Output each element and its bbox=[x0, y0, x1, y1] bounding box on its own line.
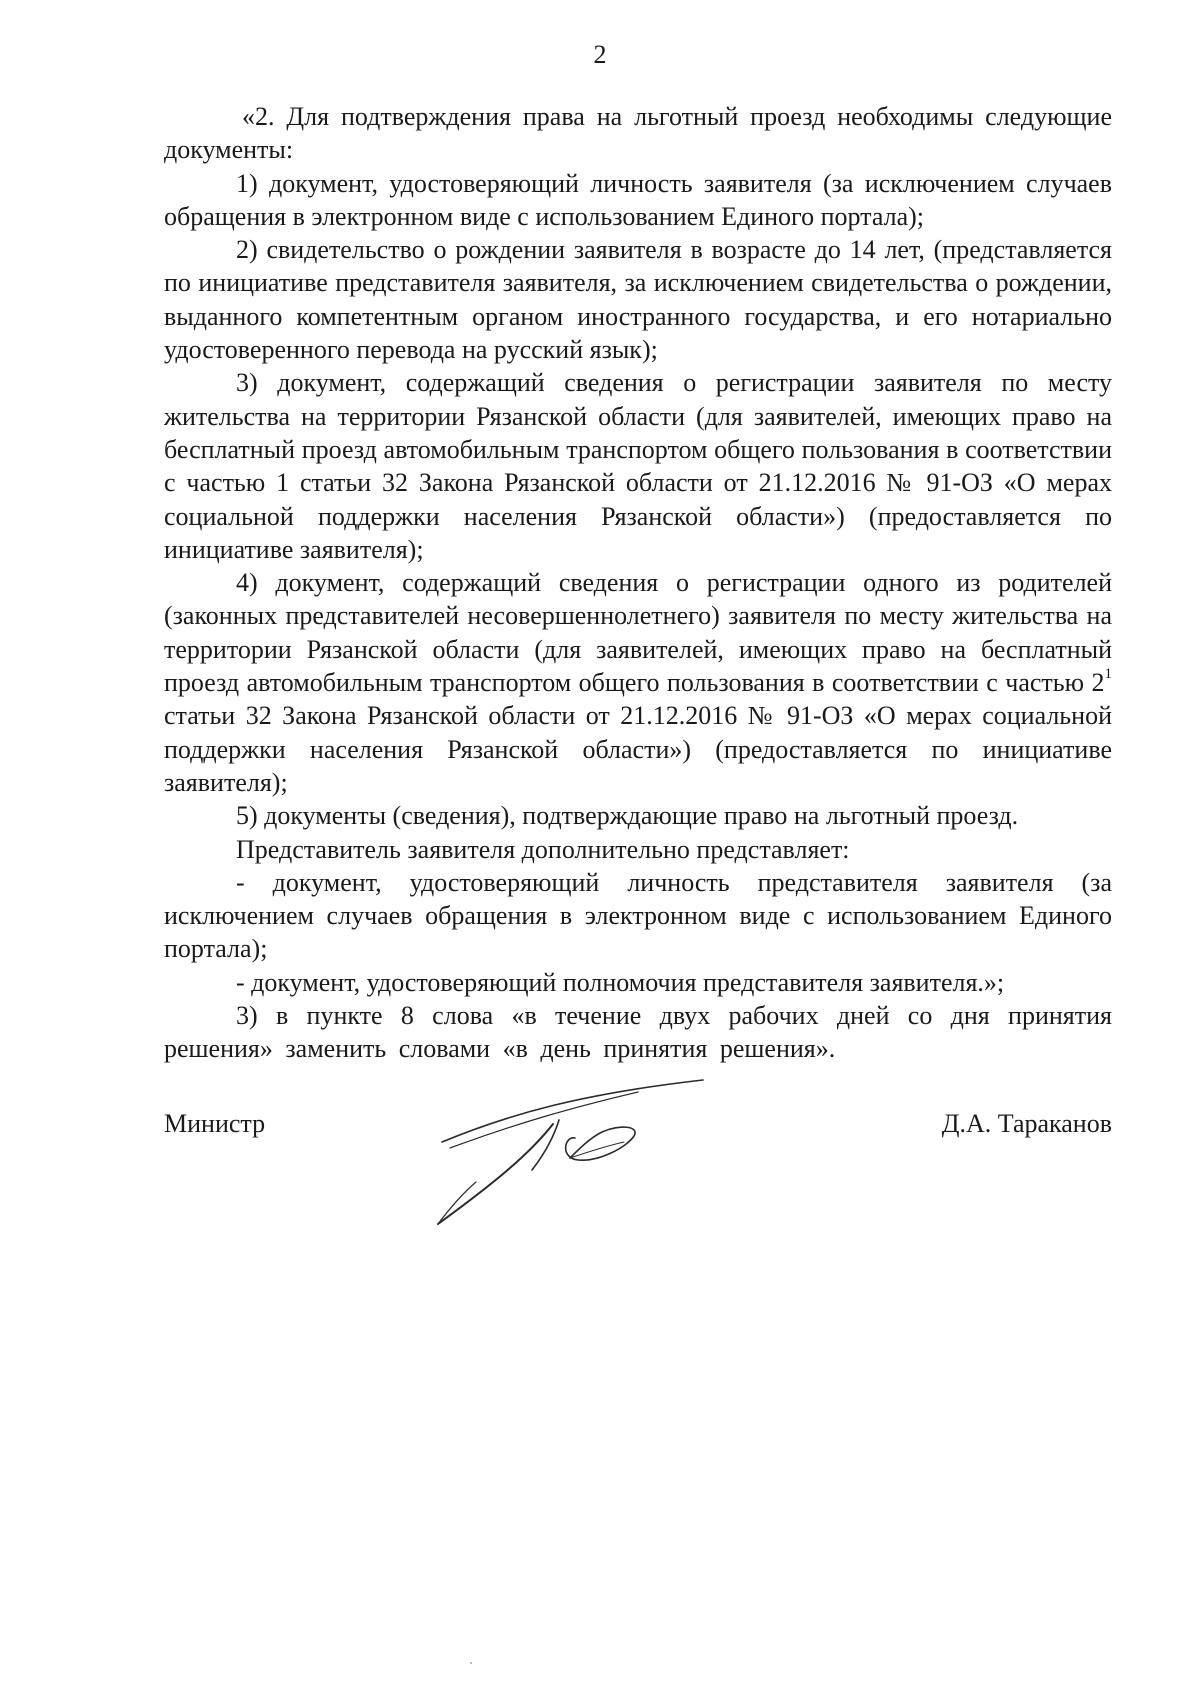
paragraph-documents-intro: «2. Для подтверждения права на льготный проезд необходимы следующие документы: bbox=[164, 102, 1112, 165]
paragraph-item-3: 3) документ, содержащий сведения о регистрации заявителя по месту жительства на территории Рязанской области (для заявителей, имеющих право на бесплатный проезд автомобильным транспортом общего пользования в соответствии с частью 1 статьи 32 Закона Рязанской области от 21.12.2016 № 91-ОЗ «О мерах социальной поддержки населения Рязанской области») (предоставляется по инициативе заявителя); bbox=[164, 368, 1112, 564]
paragraph-item-1: 1) документ, удостоверяющий личность заявителя (за исключением случаев обращения в электронном виде с использованием Единого портала); bbox=[164, 168, 1112, 231]
paragraph-item-4 bbox=[164, 566, 1112, 799]
paragraph-representative-intro: Представитель заявителя дополнительно представляет: bbox=[236, 834, 850, 864]
paragraph-item-5: 5) документы (сведения), подтверждающие право на льготный проезд. bbox=[236, 801, 1019, 831]
scan-artifact bbox=[470, 1662, 472, 1664]
paragraph-representative-id: - документ, удостоверяющий личность представителя заявителя (за исключением случаев обращения в электронном виде с использованием Единого портала); bbox=[164, 867, 1112, 964]
paragraph-item-2: 2) свидетельство о рождении заявителя в возрасте до 14 лет, (представляется по инициативе представителя заявителя, за исключением свидетельства о рождении, выданного компетентным органом иностранного государства, и его нотариально удостоверенного перевода на русский язык); bbox=[164, 235, 1112, 365]
paragraph-item-4-text: 4) документ, содержащий сведения о регистрации одного из родителей (законных представителей несовершеннолетнего) заявителя по месту жительства на территории Рязанской области (для заявителей, имеющих право на бесплатный проезд автомобильным транспортом общего пользования в соответствии с частью 2 bbox=[164, 568, 1112, 698]
paragraph-item-4-text-cont: статьи 32 Закона Рязанской области от 21.12.2016 № 91-ОЗ «О мерах социальной поддержки населения Рязанской области») (предоставляется по инициативе заявителя); bbox=[164, 701, 1112, 797]
page-number: 2 bbox=[593, 40, 607, 69]
superscript-mark: 1 bbox=[1104, 666, 1112, 683]
paragraph-representative-authority: - документ, удостоверяющий полномочия представителя заявителя.»; bbox=[236, 967, 1005, 997]
document-body bbox=[164, 100, 1112, 1066]
handwritten-signature bbox=[420, 1062, 720, 1232]
paragraph-amendment-3: 3) в пункте 8 слова «в течение двух рабочих дней со дня принятия решения» заменить словами «в день принятия решения». bbox=[164, 1001, 1112, 1064]
signatory-name: Д.А. Тараканов bbox=[941, 1109, 1112, 1138]
signatory-title: Министр bbox=[164, 1109, 266, 1138]
